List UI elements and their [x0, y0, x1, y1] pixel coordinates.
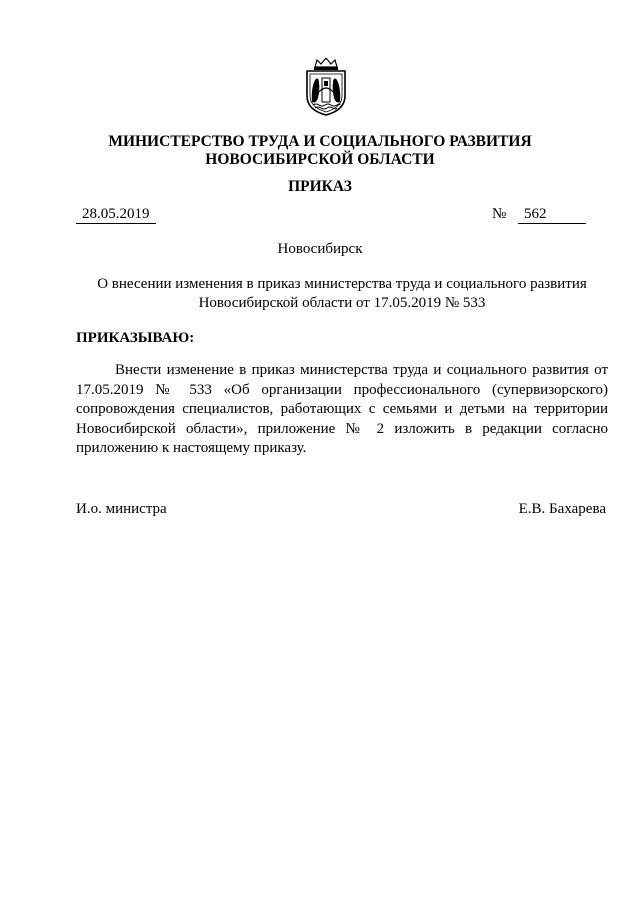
order-word: ПРИКАЗЫВАЮ:: [76, 330, 195, 346]
document-subject: О внесении изменения в приказ министерства труда и социального развития Новосибирской области от 17.05.2019 № 533: [97, 276, 587, 311]
city: Новосибирск: [277, 241, 363, 257]
document-type: ПРИКАЗ: [288, 178, 352, 195]
number-sign: №: [492, 206, 507, 222]
signatory-role: И.о. министра: [76, 501, 167, 517]
ministry-name-line1: МИНИСТЕРСТВО ТРУДА И СОЦИАЛЬНОГО РАЗВИТИЯ: [108, 133, 532, 150]
document-number: 562: [518, 206, 586, 224]
coat-of-arms-icon: [303, 58, 349, 116]
ministry-name: [0, 133, 640, 169]
document-body: Внести изменение в приказ министерства труда и социального развития от 17.05.2019 № 533 «Об организации профессионального (супервизорского) сопровождения специалистов, работающих с семьями и детьми на территории Новосибирской области», приложение № 2 изложить в редакции согласно приложению к настоящему приказу.: [76, 362, 608, 456]
document-date: 28.05.2019: [76, 206, 156, 224]
signatory-name: Е.В. Бахарева: [518, 501, 606, 517]
ministry-name-line2: НОВОСИБИРСКОЙ ОБЛАСТИ: [205, 151, 435, 168]
